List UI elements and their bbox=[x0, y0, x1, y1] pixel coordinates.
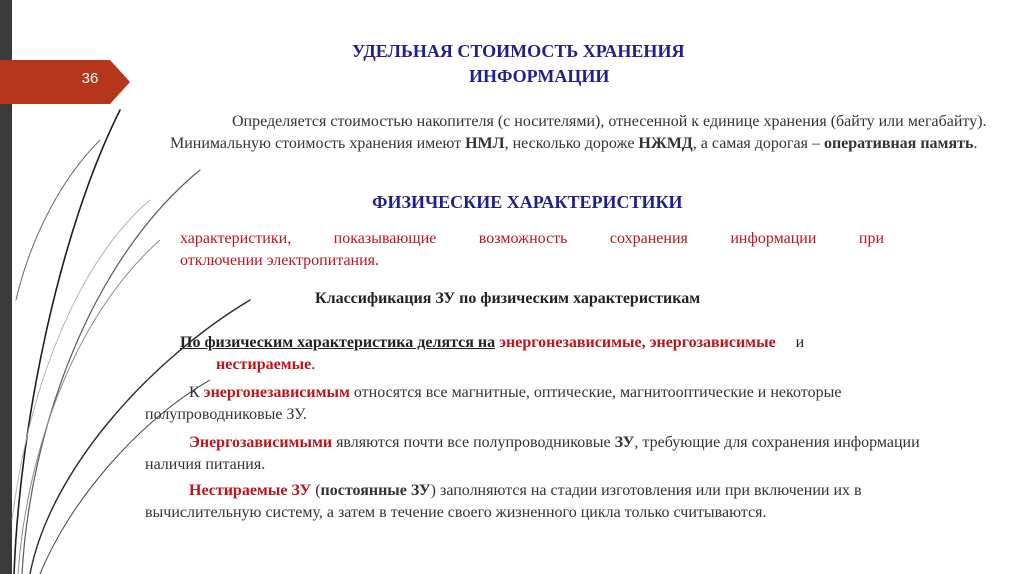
term-nml: НМЛ bbox=[465, 135, 505, 152]
term-nzhmd: НЖМД bbox=[638, 135, 693, 152]
p5-rest: ) заполняются на стадии изготовления или при включении их в вычислительную систему, а затем в течение своего жизненного цикла только считываются. bbox=[145, 482, 862, 521]
p5-term2: постоянные ЗУ bbox=[320, 482, 431, 499]
term-nonerasable: нестираемые bbox=[216, 356, 312, 373]
term-nonvolatile: энергонезависимые bbox=[499, 334, 642, 351]
title-line-2: ИНФОРМАЦИИ bbox=[469, 66, 610, 86]
p1-text-3: , а самая дорогая – bbox=[692, 135, 824, 152]
p4-term: Энергозависимыми bbox=[189, 434, 333, 451]
paragraph-volatile bbox=[145, 432, 975, 476]
p1-text-4: . bbox=[973, 135, 978, 152]
p1-text-2: , несколько дороже bbox=[504, 135, 639, 152]
paragraph-nonerasable bbox=[145, 480, 975, 524]
p2-and: и bbox=[795, 334, 805, 351]
p3-term: энергонезависимым bbox=[203, 384, 350, 401]
p4-zu: ЗУ bbox=[614, 434, 635, 451]
p2-end: . bbox=[311, 356, 316, 373]
p2-sep: , bbox=[641, 334, 650, 351]
p4-text-2: , требующие для сохранения информации наличия питания. bbox=[145, 434, 920, 473]
term-volatile: энергозависимые bbox=[649, 334, 776, 351]
p1-text-1: Определяется стоимостью накопителя (с носителями), отнесенной к единице хранения (байту или мегабайту). Минимальную стоимость хранения имеют bbox=[170, 113, 987, 152]
p3-rest: относятся все магнитные, оптические, магнитооптические и некоторые полупроводниковые ЗУ. bbox=[145, 384, 842, 423]
definition-text bbox=[180, 228, 884, 272]
paragraph-storage-cost bbox=[170, 111, 990, 155]
definition-line-2: отключении электропитания. bbox=[180, 252, 380, 269]
paragraph-nonvolatile bbox=[145, 382, 945, 426]
slide-number: 36 bbox=[81, 70, 99, 87]
title-line-1: УДЕЛЬНАЯ СТОИМОСТЬ ХРАНЕНИЯ bbox=[352, 41, 685, 61]
p5-term: Нестираемые ЗУ bbox=[189, 482, 312, 499]
term-ram: оперативная память bbox=[823, 135, 974, 152]
classification-heading: Классификация ЗУ по физическим характеристикам bbox=[315, 290, 701, 307]
p3-pre: К bbox=[189, 384, 204, 401]
slide-number-badge bbox=[0, 60, 130, 104]
definition-line-1: характеристики, показывающие возможность сохранения информации при bbox=[180, 230, 884, 247]
section-heading: ФИЗИЧЕСКИЕ ХАРАКТЕРИСТИКИ bbox=[372, 192, 683, 212]
p4-text-1: являются почти все полупроводниковые bbox=[332, 434, 615, 451]
paragraph-classification bbox=[180, 332, 970, 376]
p2-lead: По физическим характеристика делятся на bbox=[180, 334, 496, 351]
p5-open: ( bbox=[311, 482, 321, 499]
